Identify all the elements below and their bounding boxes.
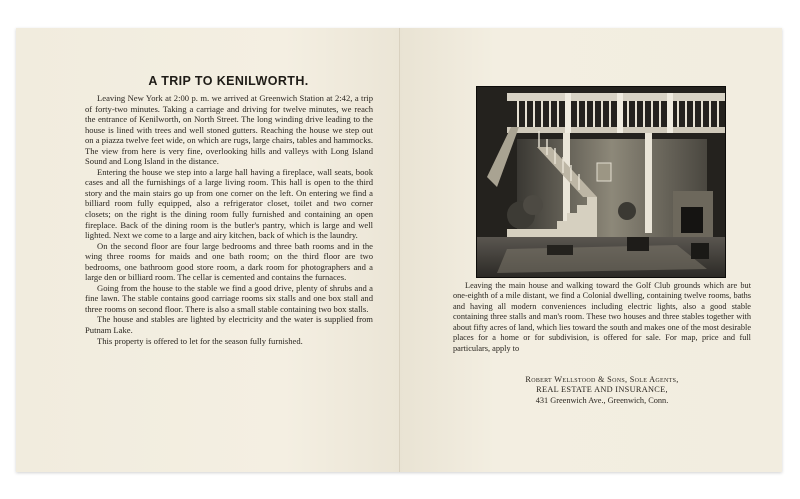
paragraph: Going from the house to the stable we find a good drive, plenty of shrubs and a fine lawn. The stable contains good carriage rooms six stalls and one box stall and three rooms on second floor. There is also a small stable containing two box stalls. [85,282,373,314]
agent-business: REAL ESTATE AND INSURANCE, [536,385,668,395]
left-page [16,28,399,472]
center-fold [399,28,400,472]
paragraph: This property is offered to let for the season fully furnished. [97,335,303,346]
interior-hall-photo [476,86,726,278]
paragraph: Entering the house we step into a large hall having a fireplace, wall seats, book cases and all the furnishings of a large living room. This hall is open to the third story and the main stairs go up from one corner on the left. On entering we find a billiard room fully equipped, also a refrigerator closet, toilet and two corner closets; on the right is the dining room fully furnished and containing an open fireplace. Back of the dining room is the butler's pantry, which is large and well lighted. Next we come to a large and airy kitchen, back of which is the laundry. [85,166,373,241]
paragraph: Leaving New York at 2:00 p. m. we arrived at Greenwich Station at 2:42, a trip of forty-two minutes. Taking a carriage and driving for twelve minutes, we reach the entrance of Kenilworth, on North Street. The long winding drive leading to the house is lined with trees and well stoned gutters. Reaching the house we step out on a piazza twelve feet wide, on which are rugs, large chairs, tables and hammocks. The view from here is very fine, overlooking hills and valleys with Long Island Sound and Long Island in the distance. [85,93,373,167]
page-title: A TRIP TO KENILWORTH. [148,74,309,88]
agent-info [453,375,751,406]
left-body-text [85,93,373,346]
brochure-spread [16,28,782,472]
paragraph: Leaving the main house and walking toward the Golf Club grounds which are but one-eighth of a mile distant, we find a Colonial dwelling, containing twelve rooms, baths and having all modern conveniences including electric lights, also a good stable containing three stalls and man's room. These two houses and three stables together with about fifty acres of land, which lies toward the south and makes one of the most desirable places for a home or for subdivision, is offered for sale. For map, price and full particulars, apply to [453,281,751,353]
paragraph: The house and stables are lighted by electricity and the water is supplied from Putnam Lake. [85,314,373,336]
right-body-text [453,281,751,354]
interior-hall-illustration [477,87,725,277]
paragraph: On the second floor are four large bedrooms and three bath rooms and in the wing three rooms for maids and one bath room; on the third floor are two bedrooms, one bathroom good store room, a dark room for photographers and a large den or billiard room. The cellar is cemented and contains the furnaces. [85,240,373,283]
right-page [399,28,782,472]
agent-address: 431 Greenwich Ave., Greenwich, Conn. [535,395,669,405]
agent-name: Robert Wellstood & Sons, Sole Agents, [525,375,679,384]
